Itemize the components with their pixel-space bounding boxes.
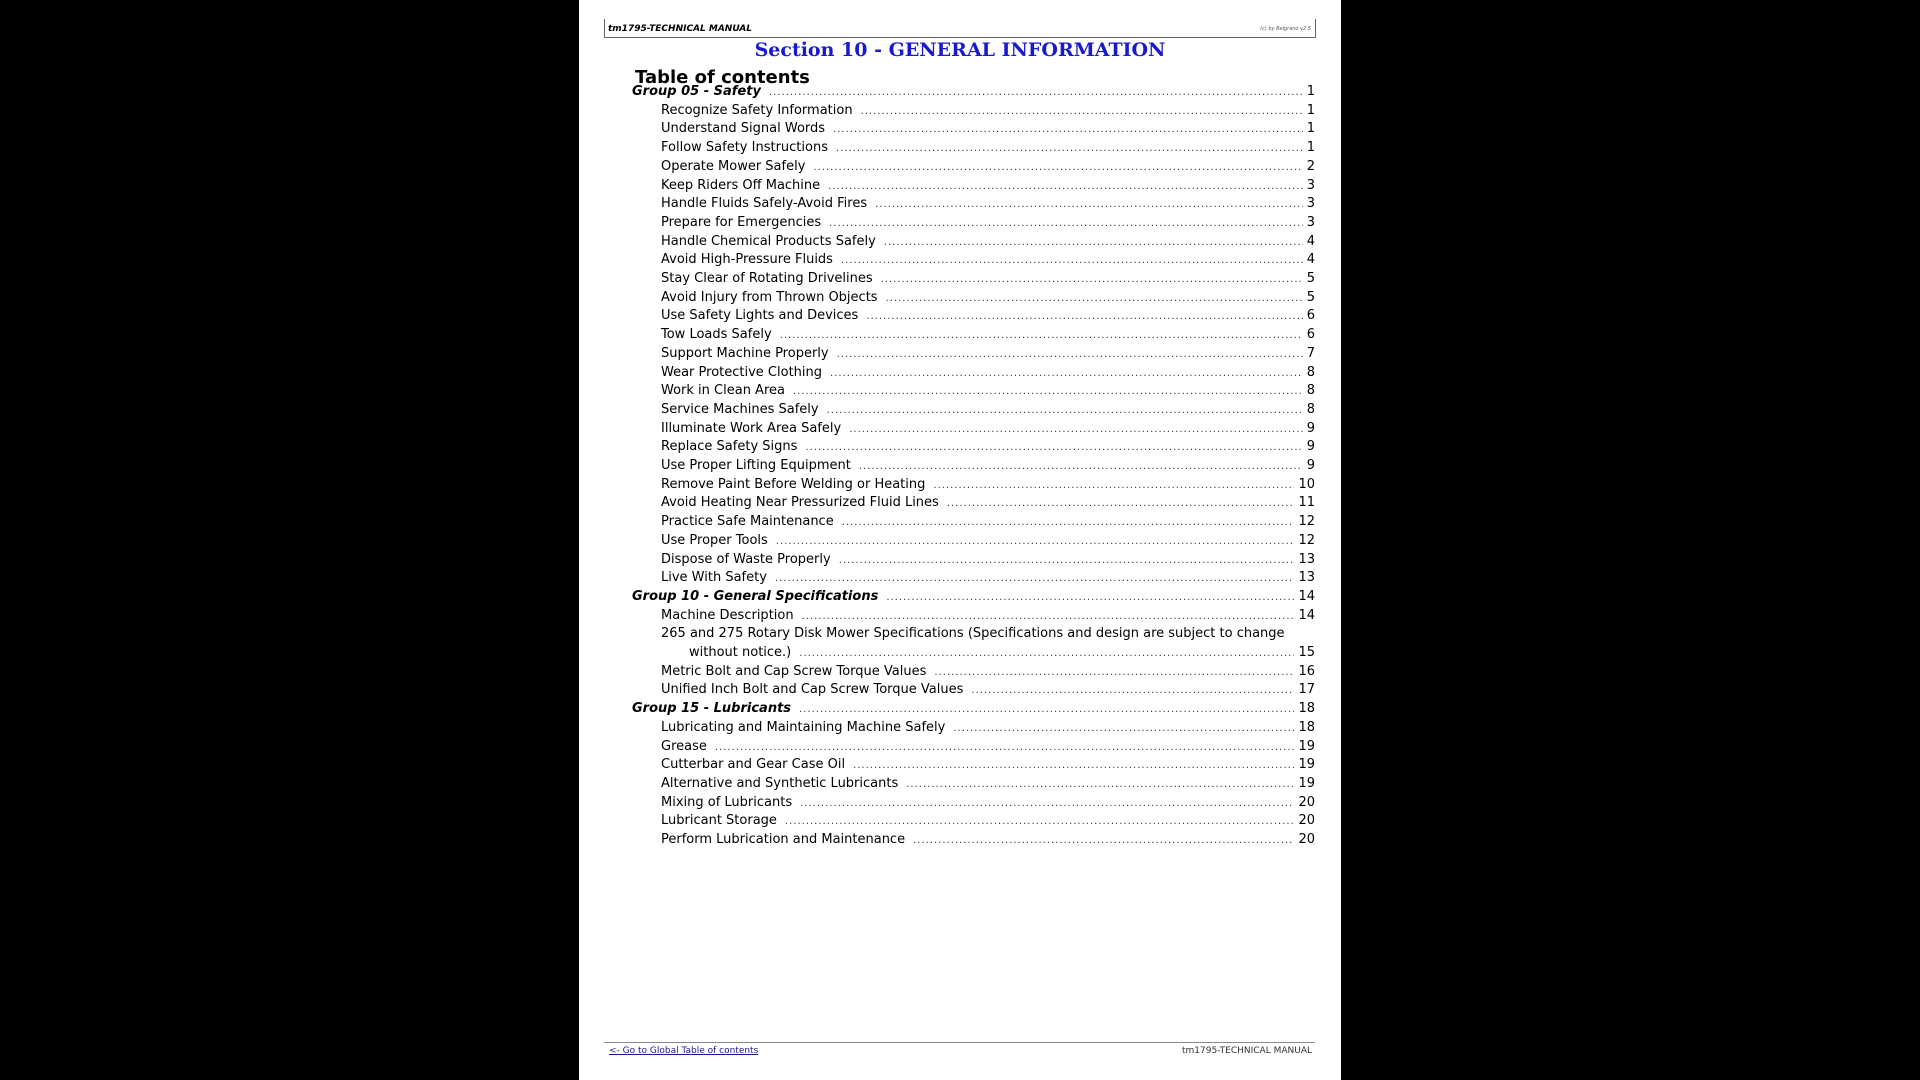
toc-page-number: 4 bbox=[1306, 233, 1315, 249]
toc-entry-label[interactable]: Work in Clean Area bbox=[661, 383, 785, 399]
toc-page-number: 12 bbox=[1298, 514, 1315, 530]
toc-entry-label[interactable]: Avoid High-Pressure Fluids bbox=[661, 252, 833, 268]
toc-entry[interactable] bbox=[689, 645, 1315, 663]
dot-leader bbox=[799, 704, 1294, 715]
toc-page-number: 1 bbox=[1306, 140, 1315, 156]
dot-leader bbox=[805, 442, 1302, 453]
toc-entry-label[interactable]: Dispose of Waste Properly bbox=[661, 551, 831, 567]
dot-leader bbox=[913, 835, 1294, 846]
toc-entry-label[interactable]: Grease bbox=[661, 738, 707, 754]
dot-leader bbox=[875, 199, 1303, 210]
toc-entry-label[interactable]: Understand Signal Words bbox=[661, 121, 826, 137]
dot-leader bbox=[715, 742, 1295, 753]
toc-page-number: 5 bbox=[1306, 289, 1315, 305]
toc-entry[interactable] bbox=[661, 458, 1315, 476]
toc-entry-label[interactable]: Remove Paint Before Welding or Heating bbox=[661, 476, 926, 492]
dot-leader bbox=[799, 648, 1294, 659]
dot-leader bbox=[861, 106, 1303, 117]
toc-entry[interactable] bbox=[661, 121, 1315, 139]
toc-entry[interactable] bbox=[661, 159, 1315, 177]
dot-leader bbox=[775, 573, 1295, 584]
dot-leader bbox=[934, 667, 1294, 678]
toc-entry[interactable] bbox=[661, 271, 1315, 289]
dot-leader bbox=[802, 611, 1295, 622]
toc-entry-label[interactable]: Alternative and Synthetic Lubricants bbox=[661, 775, 899, 791]
dot-leader bbox=[830, 368, 1303, 379]
toc-page-number: 10 bbox=[1298, 476, 1315, 492]
dot-leader bbox=[859, 461, 1303, 472]
dot-leader bbox=[884, 237, 1303, 248]
toc-group-label[interactable]: Group 10 - General Specifications bbox=[632, 588, 879, 604]
toc-entry[interactable] bbox=[661, 308, 1315, 326]
toc-page-number: 19 bbox=[1298, 757, 1315, 773]
toc-page-number: 6 bbox=[1306, 327, 1315, 343]
toc-page-number: 4 bbox=[1306, 252, 1315, 268]
toc-entry[interactable] bbox=[661, 682, 1315, 700]
toc-page-number: 14 bbox=[1298, 607, 1315, 623]
toc-entry[interactable] bbox=[661, 290, 1315, 308]
dot-leader bbox=[866, 311, 1302, 322]
toc-entry[interactable] bbox=[661, 140, 1315, 158]
toc-entry[interactable] bbox=[661, 757, 1315, 775]
toc-entry-label[interactable]: Lubricant Storage bbox=[661, 813, 777, 829]
toc-entry[interactable] bbox=[661, 533, 1315, 551]
dot-leader bbox=[906, 779, 1294, 790]
toc-entry-label[interactable]: Use Safety Lights and Devices bbox=[661, 308, 859, 324]
dot-leader bbox=[785, 816, 1295, 827]
toc-page-number: 20 bbox=[1298, 794, 1315, 810]
toc-entry-label[interactable]: Service Machines Safely bbox=[661, 401, 819, 417]
dot-leader bbox=[833, 124, 1303, 135]
dot-leader bbox=[769, 87, 1303, 98]
footer-manual-title: tm1795-TECHNICAL MANUAL bbox=[1182, 1046, 1312, 1056]
toc-page-number: 20 bbox=[1298, 813, 1315, 829]
toc-entry-label[interactable]: Unified Inch Bolt and Cap Screw Torque Values bbox=[661, 682, 964, 698]
toc-page-number: 20 bbox=[1298, 832, 1315, 847]
toc-entry[interactable] bbox=[661, 383, 1315, 401]
toc-page-number: 13 bbox=[1298, 570, 1315, 586]
toc-entry[interactable] bbox=[661, 439, 1315, 457]
toc-entry[interactable] bbox=[661, 477, 1315, 495]
toc-page-number: 19 bbox=[1298, 775, 1315, 791]
toc-entry[interactable] bbox=[661, 234, 1315, 252]
toc-entry-label[interactable]: Wear Protective Clothing bbox=[661, 364, 823, 380]
toc-page-number: 14 bbox=[1298, 588, 1315, 604]
toc-entry-label[interactable]: Handle Fluids Safely-Avoid Fires bbox=[661, 196, 868, 212]
toc-entry[interactable] bbox=[661, 739, 1315, 757]
toc-entry-label[interactable]: Replace Safety Signs bbox=[661, 439, 798, 455]
toc-entry-label[interactable]: Illuminate Work Area Safely bbox=[661, 420, 842, 436]
dot-leader bbox=[881, 274, 1303, 285]
toc-page-number: 3 bbox=[1306, 177, 1315, 193]
dot-leader bbox=[886, 592, 1294, 603]
toc-entry-label[interactable]: Support Machine Properly bbox=[661, 345, 829, 361]
toc-entry[interactable] bbox=[661, 514, 1315, 532]
toc-entry-label[interactable]: Perform Lubrication and Maintenance bbox=[661, 832, 906, 847]
dot-leader bbox=[828, 181, 1303, 192]
toc-page-number: 3 bbox=[1306, 214, 1315, 230]
toc-page-number: 9 bbox=[1306, 439, 1315, 455]
toc-entry[interactable] bbox=[661, 495, 1315, 513]
dot-leader bbox=[849, 424, 1303, 435]
toc-entry[interactable] bbox=[661, 252, 1315, 270]
toc-page-number: 1 bbox=[1306, 121, 1315, 137]
toc-entry-label[interactable]: Keep Riders Off Machine bbox=[661, 177, 821, 193]
toc-page-number: 8 bbox=[1306, 364, 1315, 380]
dot-leader bbox=[813, 162, 1302, 173]
header-copyright: (c) by Belgrano v2.5 bbox=[1260, 26, 1311, 32]
dot-leader bbox=[886, 293, 1303, 304]
toc-entry[interactable] bbox=[661, 720, 1315, 738]
toc-entry[interactable] bbox=[661, 664, 1315, 682]
section-title: Section 10 - GENERAL INFORMATION bbox=[754, 39, 1166, 61]
toc-page-number: 18 bbox=[1298, 701, 1315, 717]
toc-page-number: 12 bbox=[1298, 532, 1315, 548]
toc-entry[interactable] bbox=[661, 178, 1315, 196]
toc-group-entry[interactable] bbox=[632, 701, 1315, 719]
toc-page-number: 9 bbox=[1306, 420, 1315, 436]
dot-leader bbox=[971, 685, 1294, 696]
toc-entry-label[interactable]: Use Proper Lifting Equipment bbox=[661, 458, 851, 473]
toc-page-number: 8 bbox=[1306, 401, 1315, 417]
header-manual-title: tm1795-TECHNICAL MANUAL bbox=[608, 24, 752, 34]
toc-entry-label[interactable]: Metric Bolt and Cap Screw Torque Values bbox=[661, 663, 927, 679]
dot-leader bbox=[837, 349, 1303, 360]
dot-leader bbox=[836, 143, 1303, 154]
toc-entry-label[interactable]: Prepare for Emergencies bbox=[661, 214, 822, 230]
toc-page-number: 5 bbox=[1306, 271, 1315, 286]
toc-entry-label[interactable]: Handle Chemical Products Safely bbox=[661, 233, 876, 249]
toc-group-label[interactable]: Group 15 - Lubricants bbox=[632, 701, 792, 717]
toc-page-number: 16 bbox=[1298, 663, 1315, 679]
footer-divider bbox=[604, 1042, 1315, 1043]
toc-group-label[interactable]: Group 05 - Safety bbox=[632, 84, 761, 99]
toc-page-number: 15 bbox=[1298, 645, 1315, 660]
dot-leader bbox=[841, 255, 1303, 266]
dot-leader bbox=[793, 386, 1303, 397]
toc-entry-label[interactable]: Avoid Heating Near Pressurized Fluid Lines bbox=[661, 495, 939, 511]
toc-entry[interactable] bbox=[661, 402, 1315, 420]
dot-leader bbox=[780, 330, 1303, 341]
toc-entry-label[interactable]: Avoid Injury from Thrown Objects bbox=[661, 289, 878, 305]
toc-entry-label[interactable]: Cutterbar and Gear Case Oil bbox=[661, 757, 846, 773]
toc-group-entry[interactable] bbox=[632, 589, 1315, 607]
toc-entry[interactable] bbox=[661, 215, 1315, 233]
toc-page-number: 3 bbox=[1306, 196, 1315, 212]
global-toc-link[interactable]: <- Go to Global Table of contents bbox=[609, 1046, 759, 1056]
dot-leader bbox=[829, 218, 1303, 229]
dot-leader bbox=[953, 723, 1294, 734]
toc-entry[interactable] bbox=[661, 552, 1315, 570]
toc-entry[interactable] bbox=[661, 365, 1315, 383]
toc-entry[interactable] bbox=[661, 608, 1315, 626]
dot-leader bbox=[933, 480, 1294, 491]
toc-entry[interactable] bbox=[661, 832, 1315, 850]
toc-page-number: 1 bbox=[1306, 84, 1315, 99]
toc-entry[interactable] bbox=[661, 421, 1315, 439]
toc-entry-label[interactable]: 265 and 275 Rotary Disk Mower Specifications (Specifications and design are subject to change bbox=[661, 626, 1285, 642]
toc-entry-label[interactable]: Stay Clear of Rotating Drivelines bbox=[661, 271, 873, 286]
toc-page-number: 2 bbox=[1306, 158, 1315, 174]
toc-page-number: 6 bbox=[1306, 308, 1315, 324]
toc-page-number: 1 bbox=[1306, 102, 1315, 118]
dot-leader bbox=[800, 798, 1294, 809]
toc-entry[interactable] bbox=[661, 776, 1315, 794]
toc-entry-label[interactable]: without notice.) bbox=[689, 645, 792, 660]
toc-heading: Table of contents bbox=[635, 67, 810, 88]
toc-entry[interactable] bbox=[661, 570, 1315, 588]
toc-page-number: 18 bbox=[1298, 719, 1315, 735]
toc-entry[interactable] bbox=[661, 813, 1315, 831]
toc-page-number: 7 bbox=[1306, 345, 1315, 361]
toc-entry-label[interactable]: Tow Loads Safely bbox=[661, 327, 772, 343]
toc-entry-label[interactable]: Live With Safety bbox=[661, 570, 767, 586]
toc-entry-label[interactable]: Use Proper Tools bbox=[661, 532, 768, 548]
toc-entry-label[interactable]: Follow Safety Instructions bbox=[661, 140, 828, 156]
dot-leader bbox=[839, 555, 1295, 566]
dot-leader bbox=[842, 517, 1295, 528]
document-page bbox=[579, 0, 1341, 1080]
dot-leader bbox=[827, 405, 1303, 416]
toc-page-number: 19 bbox=[1298, 738, 1315, 754]
toc-entry-label[interactable]: Machine Description bbox=[661, 607, 794, 623]
toc-entry[interactable] bbox=[661, 346, 1315, 364]
dot-leader bbox=[776, 536, 1295, 547]
toc-entry-label[interactable]: Recognize Safety Information bbox=[661, 102, 853, 118]
toc-entry[interactable] bbox=[661, 103, 1315, 121]
toc-page-number: 17 bbox=[1298, 682, 1315, 698]
toc-entry[interactable] bbox=[661, 795, 1315, 813]
toc-entry-label[interactable]: Lubricating and Maintaining Machine Safely bbox=[661, 719, 946, 735]
table-of-contents bbox=[579, 0, 1341, 1080]
toc-page-number: 11 bbox=[1298, 495, 1315, 511]
toc-entry-label[interactable]: Operate Mower Safely bbox=[661, 158, 806, 174]
toc-entry[interactable] bbox=[661, 196, 1315, 214]
dot-leader bbox=[853, 760, 1294, 771]
toc-entry-label[interactable]: Mixing of Lubricants bbox=[661, 794, 793, 810]
toc-page-number: 8 bbox=[1306, 383, 1315, 399]
dot-leader bbox=[947, 498, 1295, 509]
toc-page-number: 9 bbox=[1306, 458, 1315, 473]
toc-entry-label[interactable]: Practice Safe Maintenance bbox=[661, 514, 834, 530]
toc-group-entry[interactable] bbox=[632, 84, 1315, 102]
toc-entry[interactable] bbox=[661, 327, 1315, 345]
toc-page-number: 13 bbox=[1298, 551, 1315, 567]
